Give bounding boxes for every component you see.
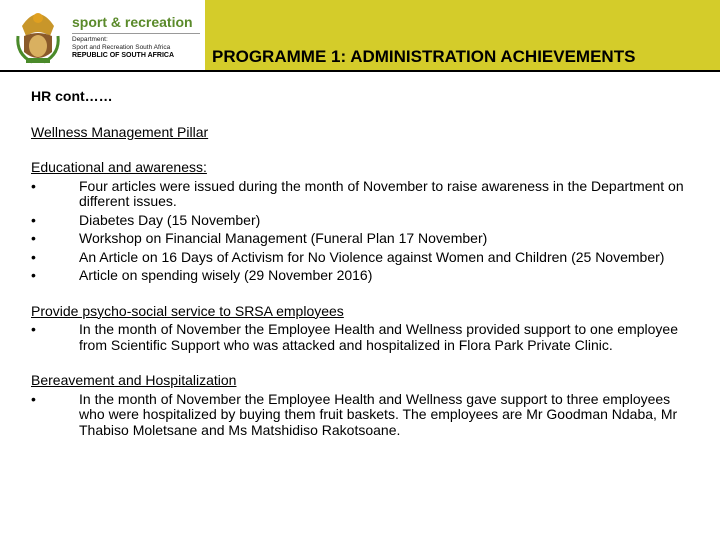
section (31, 373, 691, 438)
page-title: PROGRAMME 1: ADMINISTRATION ACHIEVEMENTS (212, 47, 636, 66)
slide-body (31, 89, 691, 438)
section (31, 304, 691, 354)
list-item-text: Workshop on Financial Management (Funeral Plan 17 November) (79, 230, 488, 246)
bullet: • (31, 321, 36, 337)
section-heading: Educational and awareness: (31, 159, 207, 175)
list-item-text: Diabetes Day (15 November) (79, 211, 261, 228)
list-item (31, 322, 691, 353)
country-name: REPUBLIC OF SOUTH AFRICA (72, 52, 175, 59)
list-item-text: Article on spending wisely (29 November 2016) (79, 267, 373, 283)
bullet: • (31, 230, 36, 246)
brand-name: sport & recreation (72, 14, 193, 30)
list-item (31, 250, 691, 266)
list-item-text: In the month of November the Employee Health and Wellness provided support to one employee from Scientific Support who was attacked and hospitalized in Flora Park Private Clinic. (79, 321, 678, 353)
list-item-text: Four articles were issued during the month of November to raise awareness in the Department on different issues. (79, 177, 684, 209)
list-item (31, 268, 691, 284)
list-item-text: In the month of November the Employee Health and Wellness gave support to three employees who were hospitalized by buying them fruit baskets. The employees are Mr Goodman Ndaba, Mr Thabiso Moletsane and Ms Matshidiso Rakotsoane. (79, 390, 678, 438)
coat-of-arms-icon (12, 6, 64, 66)
bullet: • (31, 390, 36, 407)
header-divider (0, 70, 720, 72)
brand-divider (72, 33, 200, 34)
section (31, 160, 691, 284)
bullet: • (31, 177, 36, 194)
list-item (31, 213, 691, 229)
bullet: • (31, 211, 36, 228)
section-heading: Bereavement and Hospitalization (31, 372, 237, 388)
dept-line: Department: (72, 36, 108, 43)
list-item (31, 179, 691, 210)
department-logo (8, 6, 203, 68)
pillar-heading: Wellness Management Pillar (31, 123, 209, 140)
bullet: • (31, 248, 36, 265)
section-heading: Provide psycho-social service to SRSA employees (31, 302, 344, 319)
list-item-text: An Article on 16 Days of Activism for No Violence against Women and Children (25 November) (79, 248, 665, 265)
intro: HR cont…… (31, 88, 113, 104)
sections (31, 160, 691, 438)
dept-line: Sport and Recreation South Africa (72, 43, 171, 51)
bullet: • (31, 267, 36, 283)
department-name (72, 36, 170, 51)
list-item (31, 231, 691, 247)
list-item (31, 392, 691, 439)
